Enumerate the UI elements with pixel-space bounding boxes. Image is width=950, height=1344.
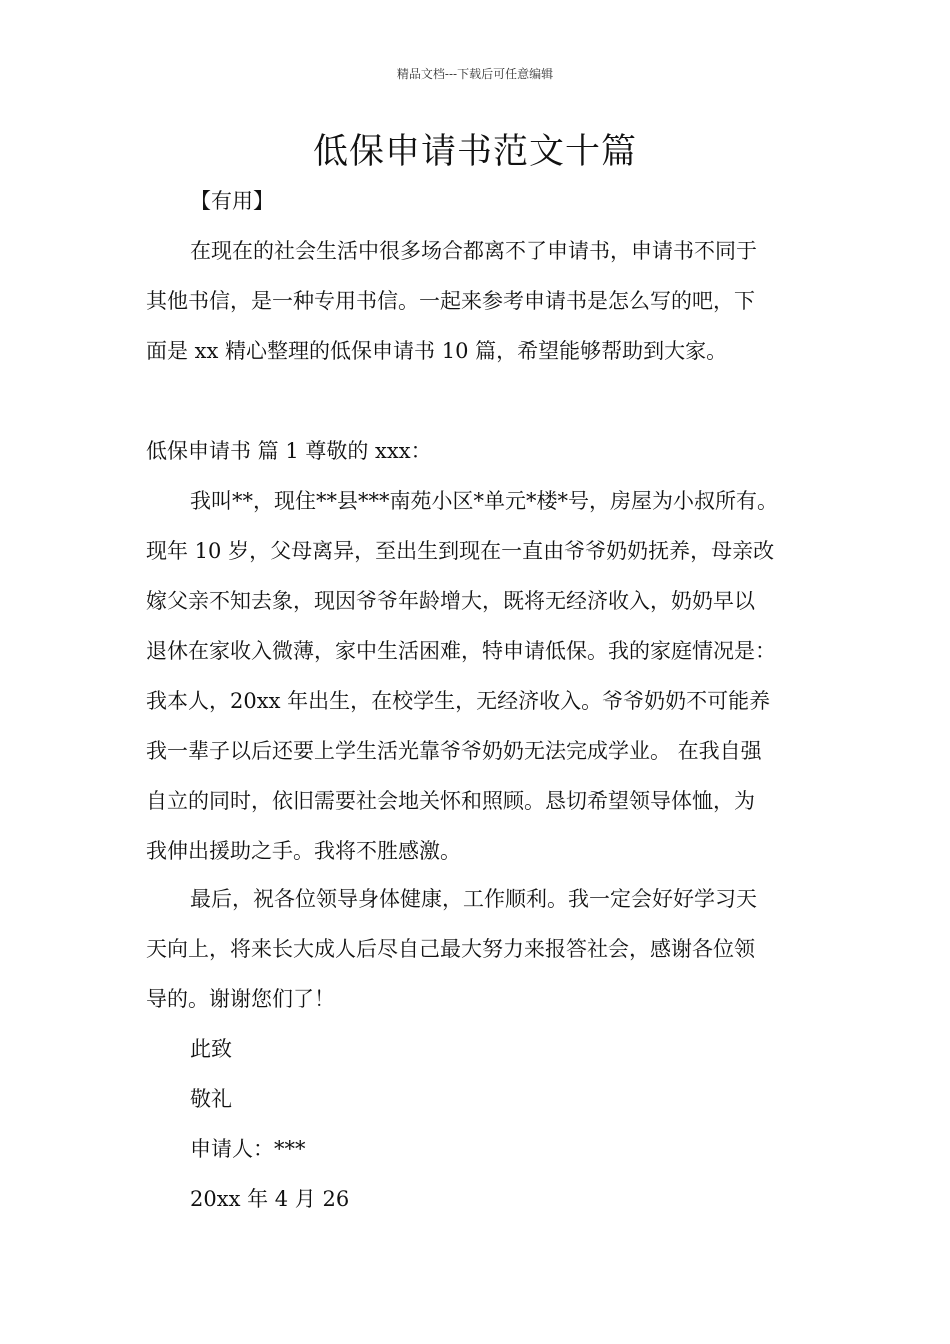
body-line: 嫁父亲不知去象，现因爷爷年龄增大，既将无经济收入，奶奶早以 bbox=[146, 589, 755, 613]
intro-line: 面是 xx 精心整理的低保申请书 10 篇，希望能够帮助到大家。 bbox=[146, 339, 728, 363]
intro-line: 在现在的社会生活中很多场合都离不了申请书，申请书不同于 bbox=[190, 239, 757, 263]
body-line: 自立的同时，依旧需要社会地关怀和照顾。恳切希望领导体恤，为 bbox=[146, 789, 755, 813]
closing-line: 最后，祝各位领导身体健康，工作顺利。我一定会好好学习天 bbox=[190, 887, 757, 911]
applicant-signature: 申请人：*** bbox=[190, 1137, 306, 1161]
date-line: 20xx 年 4 月 26 bbox=[190, 1187, 350, 1211]
header-note: 精品文档---下载后可任意编辑 bbox=[396, 67, 554, 81]
body-line: 我本人，20xx 年出生，在校学生，无经济收入。爷爷奶奶不可能养 bbox=[146, 689, 771, 713]
closing-line: 天向上，将来长大成人后尽自己最大努力来报答社会，感谢各位领 bbox=[146, 937, 755, 961]
tag-label: 【有用】 bbox=[190, 189, 274, 213]
salutation: 此致 bbox=[190, 1037, 232, 1061]
section-heading: 低保申请书 篇 1 尊敬的 xxx： bbox=[146, 439, 432, 463]
body-line: 现年 10 岁，父母离异，至出生到现在一直由爷爷奶奶抚养，母亲改 bbox=[146, 539, 775, 563]
document-title: 低保申请书范文十篇 bbox=[312, 132, 637, 172]
body-line: 我伸出援助之手。我将不胜感激。 bbox=[146, 839, 461, 863]
body-line: 我叫**，现住**县***南苑小区*单元*楼*号，房屋为小叔所有。 bbox=[190, 489, 778, 513]
regards: 敬礼 bbox=[190, 1087, 232, 1111]
body-line: 退休在家收入微薄，家中生活困难，特申请低保。我的家庭情况是： bbox=[146, 639, 776, 663]
closing-line: 导的。谢谢您们了！ bbox=[146, 987, 335, 1011]
body-line: 我一辈子以后还要上学生活光靠爷爷奶奶无法完成学业。 在我自强 bbox=[146, 739, 762, 763]
intro-line: 其他书信，是一种专用书信。一起来参考申请书是怎么写的吧，下 bbox=[146, 289, 755, 313]
